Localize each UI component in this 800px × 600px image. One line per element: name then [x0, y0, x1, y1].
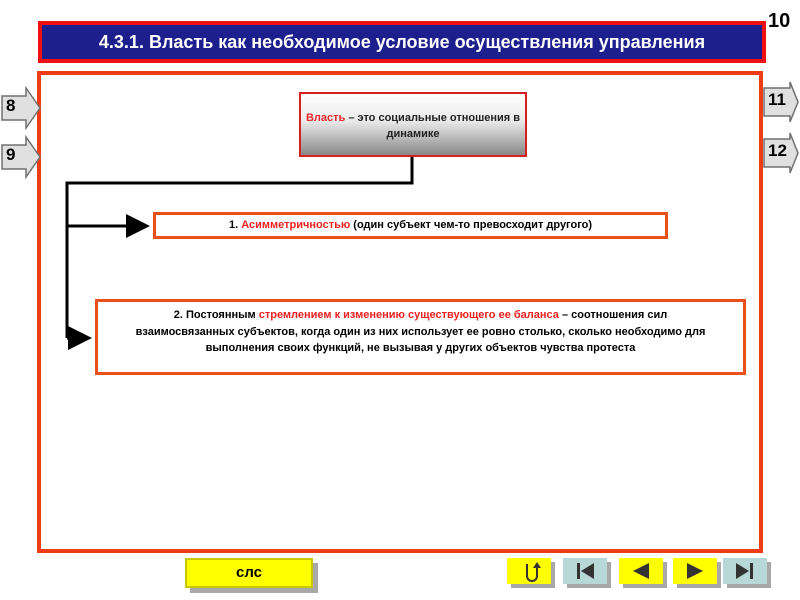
first-slide-icon — [563, 558, 607, 584]
property-item-2 — [95, 299, 746, 375]
slide-title: 4.3.1. Власть как необходимое условие осуществления управления — [42, 25, 762, 59]
slc-button[interactable]: слс — [185, 558, 313, 588]
next-slide-icon — [673, 558, 717, 584]
last-slide-icon — [723, 558, 767, 584]
item-prefix: 1. — [228, 219, 242, 231]
item-text: (один субъект чем-то превосходит другого) — [350, 219, 593, 231]
return-button[interactable] — [507, 558, 551, 584]
item-highlight: стремлением к изменению существующего ее баланса — [258, 309, 559, 321]
nav-link-label: 11 — [768, 90, 786, 109]
nav-link-label: 8 — [6, 96, 16, 115]
item-text: – соотношения сил взаимосвязанных субъектов, когда один из них использует ее ровно столько, сколько необходимо для выполнения своих функций, не вызывая у других объектов чувства протеста — [135, 309, 706, 354]
nav-link-label: 9 — [6, 145, 16, 164]
definition-term: Власть — [305, 112, 346, 124]
page-number: 10 — [768, 10, 791, 32]
next-slide-button[interactable] — [673, 558, 717, 584]
item-highlight: Асимметричностью — [241, 219, 351, 231]
property-item-1 — [153, 212, 668, 239]
return-icon — [507, 558, 551, 584]
previous-slide-icon — [619, 558, 663, 584]
first-slide-button[interactable] — [563, 558, 607, 584]
last-slide-button[interactable] — [723, 558, 767, 584]
nav-link-label: 12 — [768, 141, 787, 160]
definition-text: – это социальные отношения в динамике — [345, 112, 521, 140]
previous-slide-button[interactable] — [619, 558, 663, 584]
definition-box — [299, 92, 527, 157]
item-prefix: 2. Постоянным — [173, 309, 259, 321]
